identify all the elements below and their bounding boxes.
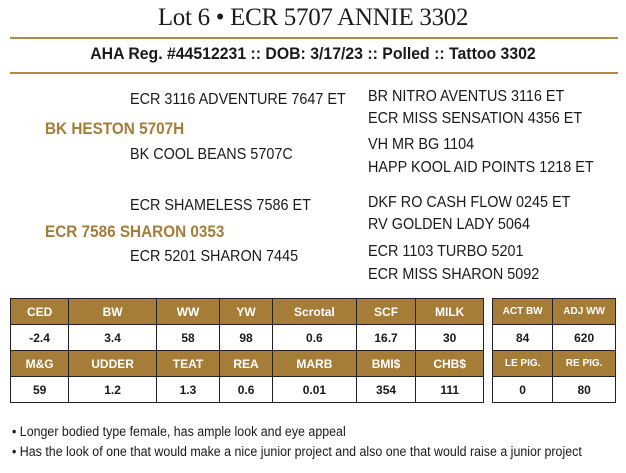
epd-header: CED	[11, 299, 69, 325]
epd-header: MILK	[416, 299, 484, 325]
actuals-header: RE PIG.	[553, 351, 616, 377]
registration-divider	[10, 72, 618, 74]
actuals-table	[492, 298, 616, 403]
epd-header: Scrotal	[273, 299, 357, 325]
epd-header-row-1	[11, 299, 484, 325]
registration-line: AHA Reg. #44512231 :: DOB: 3/17/23 :: Polled :: Tattoo 3302	[90, 44, 536, 63]
actuals-value-row-1	[493, 325, 616, 351]
epd-value: 354	[356, 377, 416, 403]
epd-value: 59	[11, 377, 69, 403]
epd-header: YW	[220, 299, 273, 325]
epd-header: WW	[156, 299, 219, 325]
epd-header: MARB	[273, 351, 357, 377]
epd-header: BMI$	[356, 351, 416, 377]
actuals-header: ADJ WW	[553, 299, 616, 325]
sire-dam-sire: VH MR BG 1104	[368, 136, 475, 153]
epd-table	[10, 298, 484, 403]
epd-header: M&G	[11, 351, 69, 377]
epd-value: 1.3	[156, 377, 219, 403]
epd-header: UDDER	[69, 351, 157, 377]
epd-header: SCF	[356, 299, 416, 325]
epd-value: 98	[220, 325, 273, 351]
sire-sire: ECR 3116 ADVENTURE 7647 ET	[130, 91, 346, 108]
epd-value: 0.01	[273, 377, 357, 403]
dam-dam: ECR 5201 SHARON 7445	[130, 248, 299, 265]
epd-header: CHB$	[416, 351, 484, 377]
lot-title: Lot 6 • ECR 5707 ANNIE 3302	[157, 4, 469, 31]
epd-value: 16.7	[356, 325, 416, 351]
actuals-value: 84	[493, 325, 553, 351]
epd-header-row-2	[11, 351, 484, 377]
sire-dam: BK COOL BEANS 5707C	[130, 146, 293, 163]
sire-sire-dam: ECR MISS SENSATION 4356 ET	[368, 110, 583, 127]
sire-sire-sire: BR NITRO AVENTUS 3116 ET	[368, 88, 565, 105]
actuals-value-row-2	[493, 377, 616, 403]
epd-value: 30	[416, 325, 484, 351]
epd-value: 0.6	[273, 325, 357, 351]
dam-sire: ECR SHAMELESS 7586 ET	[130, 197, 311, 214]
actuals-value: 0	[493, 377, 553, 403]
epd-header: BW	[69, 299, 157, 325]
dam-dam-dam: ECR MISS SHARON 5092	[368, 266, 540, 283]
epd-header: TEAT	[156, 351, 219, 377]
epd-header: REA	[220, 351, 273, 377]
dam-sire-sire: DKF RO CASH FLOW 0245 ET	[368, 194, 571, 211]
epd-value: -2.4	[11, 325, 69, 351]
dam-sire-dam: RV GOLDEN LADY 5064	[368, 216, 530, 233]
dam: ECR 7586 SHARON 0353	[45, 222, 225, 241]
actuals-header-row-2	[493, 351, 616, 377]
sire: BK HESTON 5707H	[45, 119, 185, 138]
note-2: • Has the look of one that would make a nice junior project and also one that would raise a junior project	[12, 444, 582, 459]
actuals-header: ACT BW	[493, 299, 553, 325]
note-1: • Longer bodied type female, has ample look and eye appeal	[12, 424, 346, 439]
epd-value: 1.2	[69, 377, 157, 403]
actuals-value: 620	[553, 325, 616, 351]
sire-dam-dam: HAPP KOOL AID POINTS 1218 ET	[368, 159, 594, 176]
epd-value: 0.6	[220, 377, 273, 403]
epd-value-row-1	[11, 325, 484, 351]
epd-value: 111	[416, 377, 484, 403]
dam-dam-sire: ECR 1103 TURBO 5201	[368, 243, 524, 260]
actuals-value: 80	[553, 377, 616, 403]
top-divider	[10, 37, 618, 39]
epd-value-row-2	[11, 377, 484, 403]
epd-value: 3.4	[69, 325, 157, 351]
actuals-header: LE PIG.	[493, 351, 553, 377]
epd-value: 58	[156, 325, 219, 351]
actuals-header-row-1	[493, 299, 616, 325]
